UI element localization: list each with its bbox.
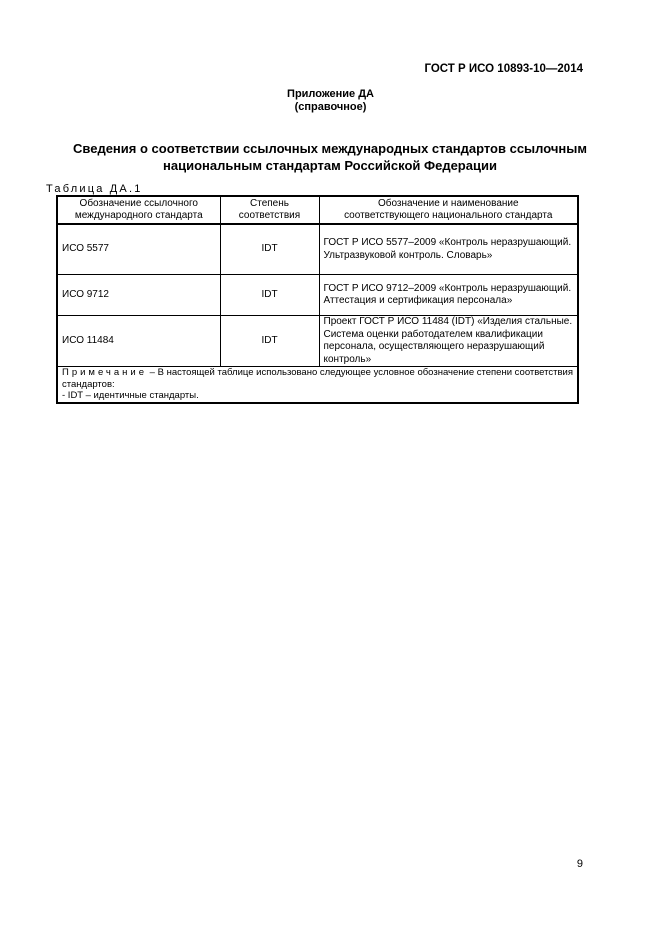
table-note (57, 367, 578, 403)
note-lead: Примечание (62, 367, 147, 378)
table-header-row (57, 196, 578, 224)
cell-intl-standard: ИСО 11484 (57, 316, 220, 367)
cell-degree: IDT (220, 316, 319, 367)
header-intl-line1: Обозначение ссылочного (79, 198, 198, 209)
table-row (57, 316, 578, 367)
table-caption: Таблица ДА.1 (46, 183, 143, 195)
header-intl-standard (57, 196, 220, 224)
header-degree-line2: соответствия (238, 210, 301, 221)
page-number: 9 (576, 858, 583, 870)
table-row (57, 275, 578, 316)
document-title-line1: Сведения о соответствии ссылочных международных стандартов ссылочным (73, 141, 587, 156)
header-national-line2: соответствующего национального стандарта (344, 210, 553, 221)
header-intl-line2: международного стандарта (74, 210, 203, 221)
cell-degree: IDT (220, 224, 319, 275)
header-national-line1: Обозначение и наименование (377, 198, 519, 209)
cell-national-standard: Проект ГОСТ Р ИСО 11484 (IDT) «Изделия стальные. Система оценки работодателем квалификации персонала, осуществляющего неразрушающий контроль» (319, 316, 578, 367)
cell-national-standard: ГОСТ Р ИСО 5577–2009 «Контроль неразрушающий. Ультразвуковой контроль. Словарь» (319, 224, 578, 275)
cell-national-standard: ГОСТ Р ИСО 9712–2009 «Контроль неразрушающий. Аттестация и сертификация персонала» (319, 275, 578, 316)
standard-id: ГОСТ Р ИСО 10893-10—2014 (424, 63, 583, 75)
appendix-subtitle: (справочное) (294, 101, 367, 113)
document-title-line2: национальным стандартам Российской Федерации (163, 158, 497, 173)
header-national-standard (319, 196, 578, 224)
correspondence-table (56, 195, 579, 404)
cell-intl-standard: ИСО 5577 (57, 224, 220, 275)
note-text: – В настоящей таблице использовано следующее условное обозначение степени соответствия стандартов: (62, 367, 573, 390)
cell-degree: IDT (220, 275, 319, 316)
cell-intl-standard: ИСО 9712 (57, 275, 220, 316)
table-note-row (57, 367, 578, 403)
table-row (57, 224, 578, 275)
document-title (40, 140, 620, 174)
header-degree-line1: Степень (250, 198, 289, 209)
note-item: - IDT – идентичные стандарты. (62, 390, 199, 401)
appendix-title: Приложение ДА (287, 88, 374, 100)
appendix-heading (0, 88, 661, 114)
header-degree (220, 196, 319, 224)
